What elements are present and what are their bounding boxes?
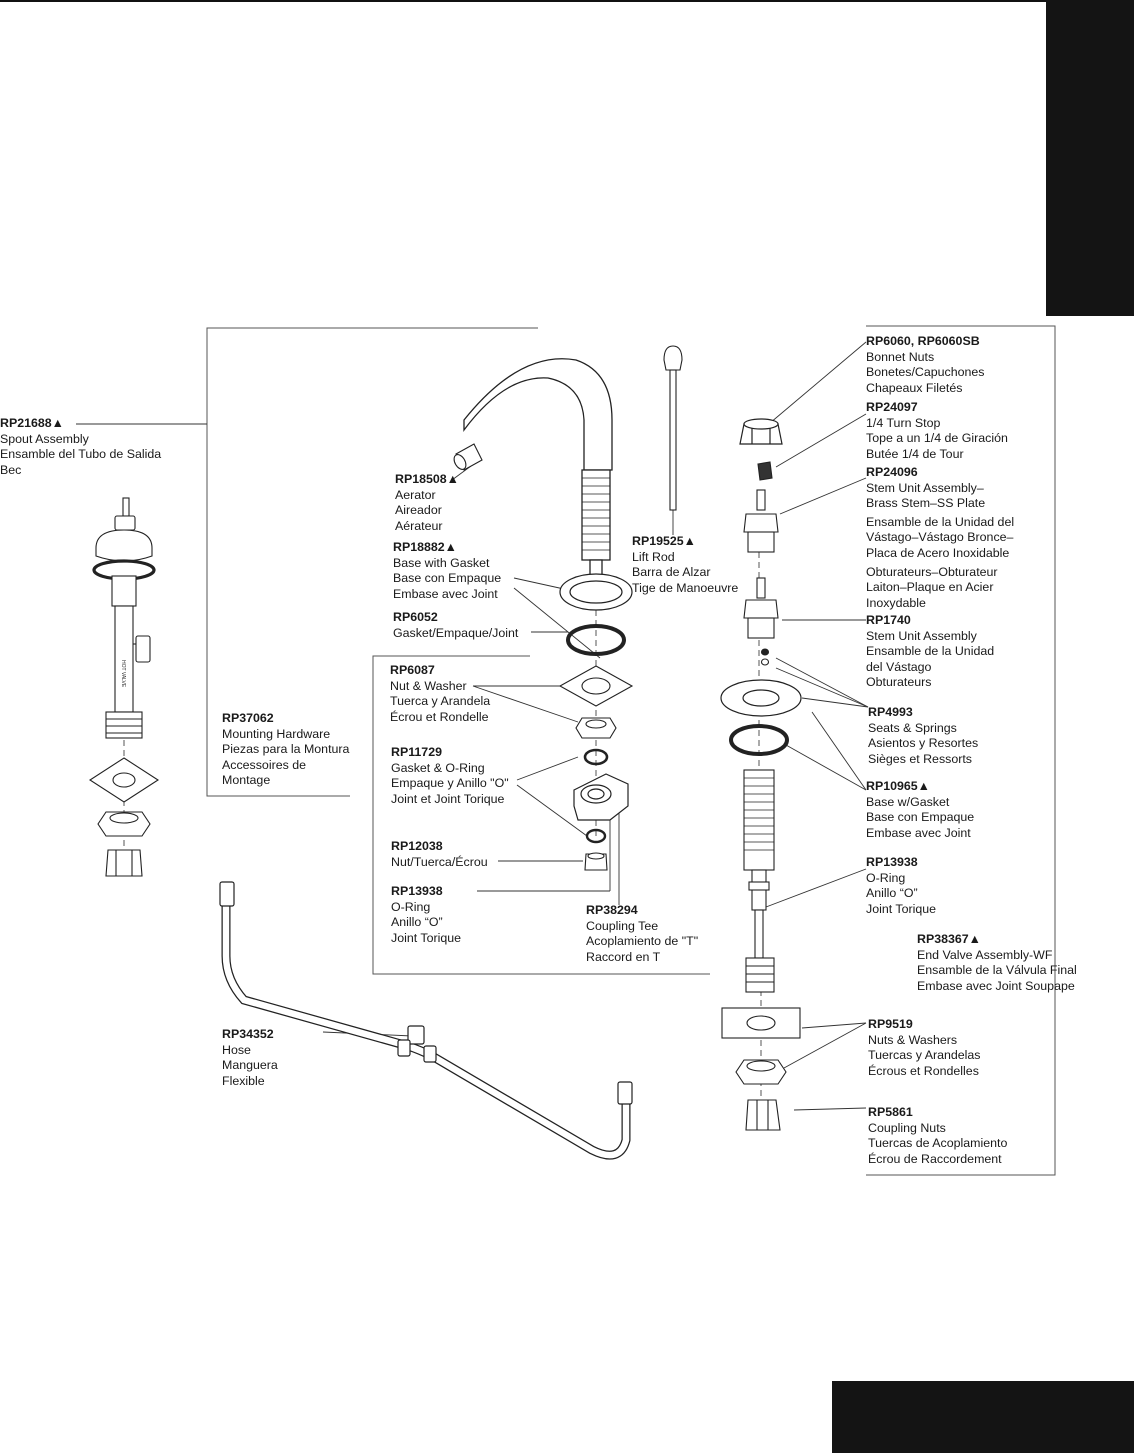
label-line: Chapeaux Filetés <box>866 380 963 395</box>
label-line: Montage <box>222 773 271 788</box>
label-line: Brass Stem–SS Plate <box>866 496 986 511</box>
label-line: End Valve Assembly-WF <box>917 947 1053 962</box>
bonnet-nut <box>740 419 782 444</box>
base-with-gasket <box>560 574 632 610</box>
label-rp34352 <box>222 1027 278 1089</box>
label-line: Barra de Alzar <box>632 565 711 580</box>
label-line: Tuercas y Arandelas <box>868 1048 981 1063</box>
label-line: Placa de Acero Inoxidable <box>866 545 1010 560</box>
label-line: Nut/Tuerca/Écrou <box>391 854 488 869</box>
label-rp18508 <box>395 472 459 534</box>
label-line: Butée 1/4 de Tour <box>866 446 964 461</box>
part-number: RP18882▲ <box>393 540 457 554</box>
label-line: Base con Empaque <box>866 810 975 825</box>
label-line: Base w/Gasket <box>866 794 950 809</box>
label-line: Nut & Washer <box>390 678 467 693</box>
part-number: RP9519 <box>868 1017 913 1031</box>
label-line: Écrou et Rondelle <box>390 709 489 724</box>
label-line: Embase avec Joint <box>393 586 498 601</box>
part-number: RP13938 <box>866 855 918 869</box>
part-number: RP37062 <box>222 711 274 725</box>
part-number: RP18508▲ <box>395 472 459 486</box>
label-line: Vástago–Vástago Bronce– <box>866 530 1014 545</box>
label-line: Piezas para la Montura <box>222 742 350 757</box>
label-rp18882 <box>393 540 501 602</box>
label-rp6052 <box>393 610 518 641</box>
part-number: RP12038 <box>391 839 443 853</box>
label-rp19525 <box>632 534 738 596</box>
part-number: RP21688▲ <box>0 416 64 430</box>
label-rp1740 <box>866 613 994 691</box>
part-number: RP38367▲ <box>917 932 981 946</box>
label-line: Bonetes/Capuchones <box>866 365 985 380</box>
label-rp38294 <box>586 903 698 965</box>
part-number: RP6060, RP6060SB <box>866 334 980 348</box>
part-number: RP13938 <box>391 884 443 898</box>
label-line: Aireador <box>395 503 442 518</box>
part-number: RP24096 <box>866 465 918 479</box>
label-rp13938-center <box>391 884 461 946</box>
label-line: Hose <box>222 1042 251 1057</box>
label-line: Ensamble de la Válvula Final <box>917 963 1077 978</box>
label-line: Aerator <box>395 487 436 502</box>
label-line: Anillo “O” <box>391 915 443 930</box>
part-number: RP10965▲ <box>866 779 930 793</box>
part-number: RP38294 <box>586 903 638 917</box>
label-line: Tuerca y Arandela <box>390 694 491 709</box>
label-line: Obturateurs–Obturateur <box>866 564 998 579</box>
label-rp4993 <box>868 705 978 767</box>
label-line: Lift Rod <box>632 549 675 564</box>
label-line: Coupling Tee <box>586 918 659 933</box>
label-line: Coupling Nuts <box>868 1120 946 1135</box>
label-line: del Vástago <box>866 659 932 674</box>
label-rp21688 <box>0 416 161 478</box>
label-line: 1/4 Turn Stop <box>866 415 941 430</box>
label-line: Obturateurs <box>866 675 932 690</box>
label-rp9519 <box>868 1017 981 1079</box>
hot-valve-stamp: HOT VALVE <box>120 660 126 688</box>
label-line: Joint et Joint Torique <box>391 791 505 806</box>
part-number: RP19525▲ <box>632 534 696 548</box>
label-line: Bonnet Nuts <box>866 349 935 364</box>
label-rp24097 <box>866 400 1008 462</box>
part-number: RP24097 <box>866 400 918 414</box>
label-line: Seats & Springs <box>868 720 957 735</box>
label-line: O-Ring <box>866 870 906 885</box>
coupling-tee <box>574 774 628 820</box>
label-line: Écrous et Rondelles <box>868 1063 979 1078</box>
label-line: O-Ring <box>391 899 431 914</box>
label-line: Raccord en T <box>586 949 661 964</box>
label-line: Stem Unit Assembly– <box>866 480 984 495</box>
label-rp24096 <box>866 465 1014 611</box>
label-line: Gasket/Empaque/Joint <box>393 625 519 640</box>
label-rp38367 <box>917 932 1077 994</box>
label-line: Tige de Manoeuvre <box>632 580 739 595</box>
stem-unit-assembly <box>744 578 778 638</box>
label-rp10965 <box>866 779 974 841</box>
part-number: RP6052 <box>393 610 438 624</box>
label-line: Flexible <box>222 1073 265 1088</box>
small-nut <box>585 853 607 870</box>
label-line: Ensamble de la Unidad <box>866 644 995 659</box>
part-number: RP34352 <box>222 1027 274 1041</box>
part-number: RP6087 <box>390 663 435 677</box>
label-line: Spout Assembly <box>0 431 89 446</box>
label-rp6087 <box>390 663 490 725</box>
label-rp37062 <box>222 711 349 789</box>
label-rp11729 <box>391 745 509 807</box>
label-line: Sièges et Ressorts <box>868 751 972 766</box>
nut-washer <box>560 666 632 738</box>
label-line: Base with Gasket <box>393 555 490 570</box>
label-line: Joint Torique <box>866 901 937 916</box>
turn-stop <box>758 462 772 480</box>
label-line: Empaque y Anillo "O" <box>391 776 509 791</box>
label-rp5861 <box>868 1105 1007 1167</box>
part-number: RP1740 <box>866 613 911 627</box>
right-coupling-nut <box>746 1100 780 1130</box>
aerator <box>452 444 482 471</box>
label-line: Asientos y Resortes <box>868 736 979 751</box>
part-number: RP11729 <box>391 745 442 759</box>
label-line: Mounting Hardware <box>222 726 331 741</box>
stem-unit-brass <box>744 490 778 552</box>
label-line: Ensamble de la Unidad del <box>866 514 1015 529</box>
label-line: Base con Empaque <box>393 571 502 586</box>
label-line: Tope a un 1/4 de Giración <box>866 431 1008 446</box>
part-number: RP4993 <box>868 705 913 719</box>
label-line: Anillo “O” <box>866 886 918 901</box>
lift-rod <box>664 346 682 510</box>
label-line: Inoxydable <box>866 595 926 610</box>
label-line: Nuts & Washers <box>868 1032 958 1047</box>
seats-springs <box>762 649 769 665</box>
label-line: Tuercas de Acoplamiento <box>868 1136 1008 1151</box>
label-line: Laiton–Plaque en Acier <box>866 580 994 595</box>
label-rp6060 <box>866 334 985 396</box>
part-number: RP5861 <box>868 1105 913 1119</box>
label-line: Embase avec Joint Soupape <box>917 978 1075 993</box>
label-rp12038 <box>391 839 488 870</box>
label-line: Aérateur <box>395 518 443 533</box>
label-line: Joint Torique <box>391 930 462 945</box>
label-line: Accessoires de <box>222 757 307 772</box>
base-plate <box>721 680 801 716</box>
label-line: Acoplamiento de "T" <box>586 934 699 949</box>
label-line: Manguera <box>222 1058 278 1073</box>
label-line: Bec <box>0 462 22 477</box>
threaded-shank <box>744 770 774 992</box>
label-line: Stem Unit Assembly <box>866 628 977 643</box>
label-rp13938-right <box>866 855 936 917</box>
label-line: Embase avec Joint <box>866 825 971 840</box>
label-line: Ensamble del Tubo de Salida <box>0 447 162 462</box>
label-line: Écrou de Raccordement <box>868 1151 1002 1166</box>
label-line: Gasket & O-Ring <box>391 760 485 775</box>
